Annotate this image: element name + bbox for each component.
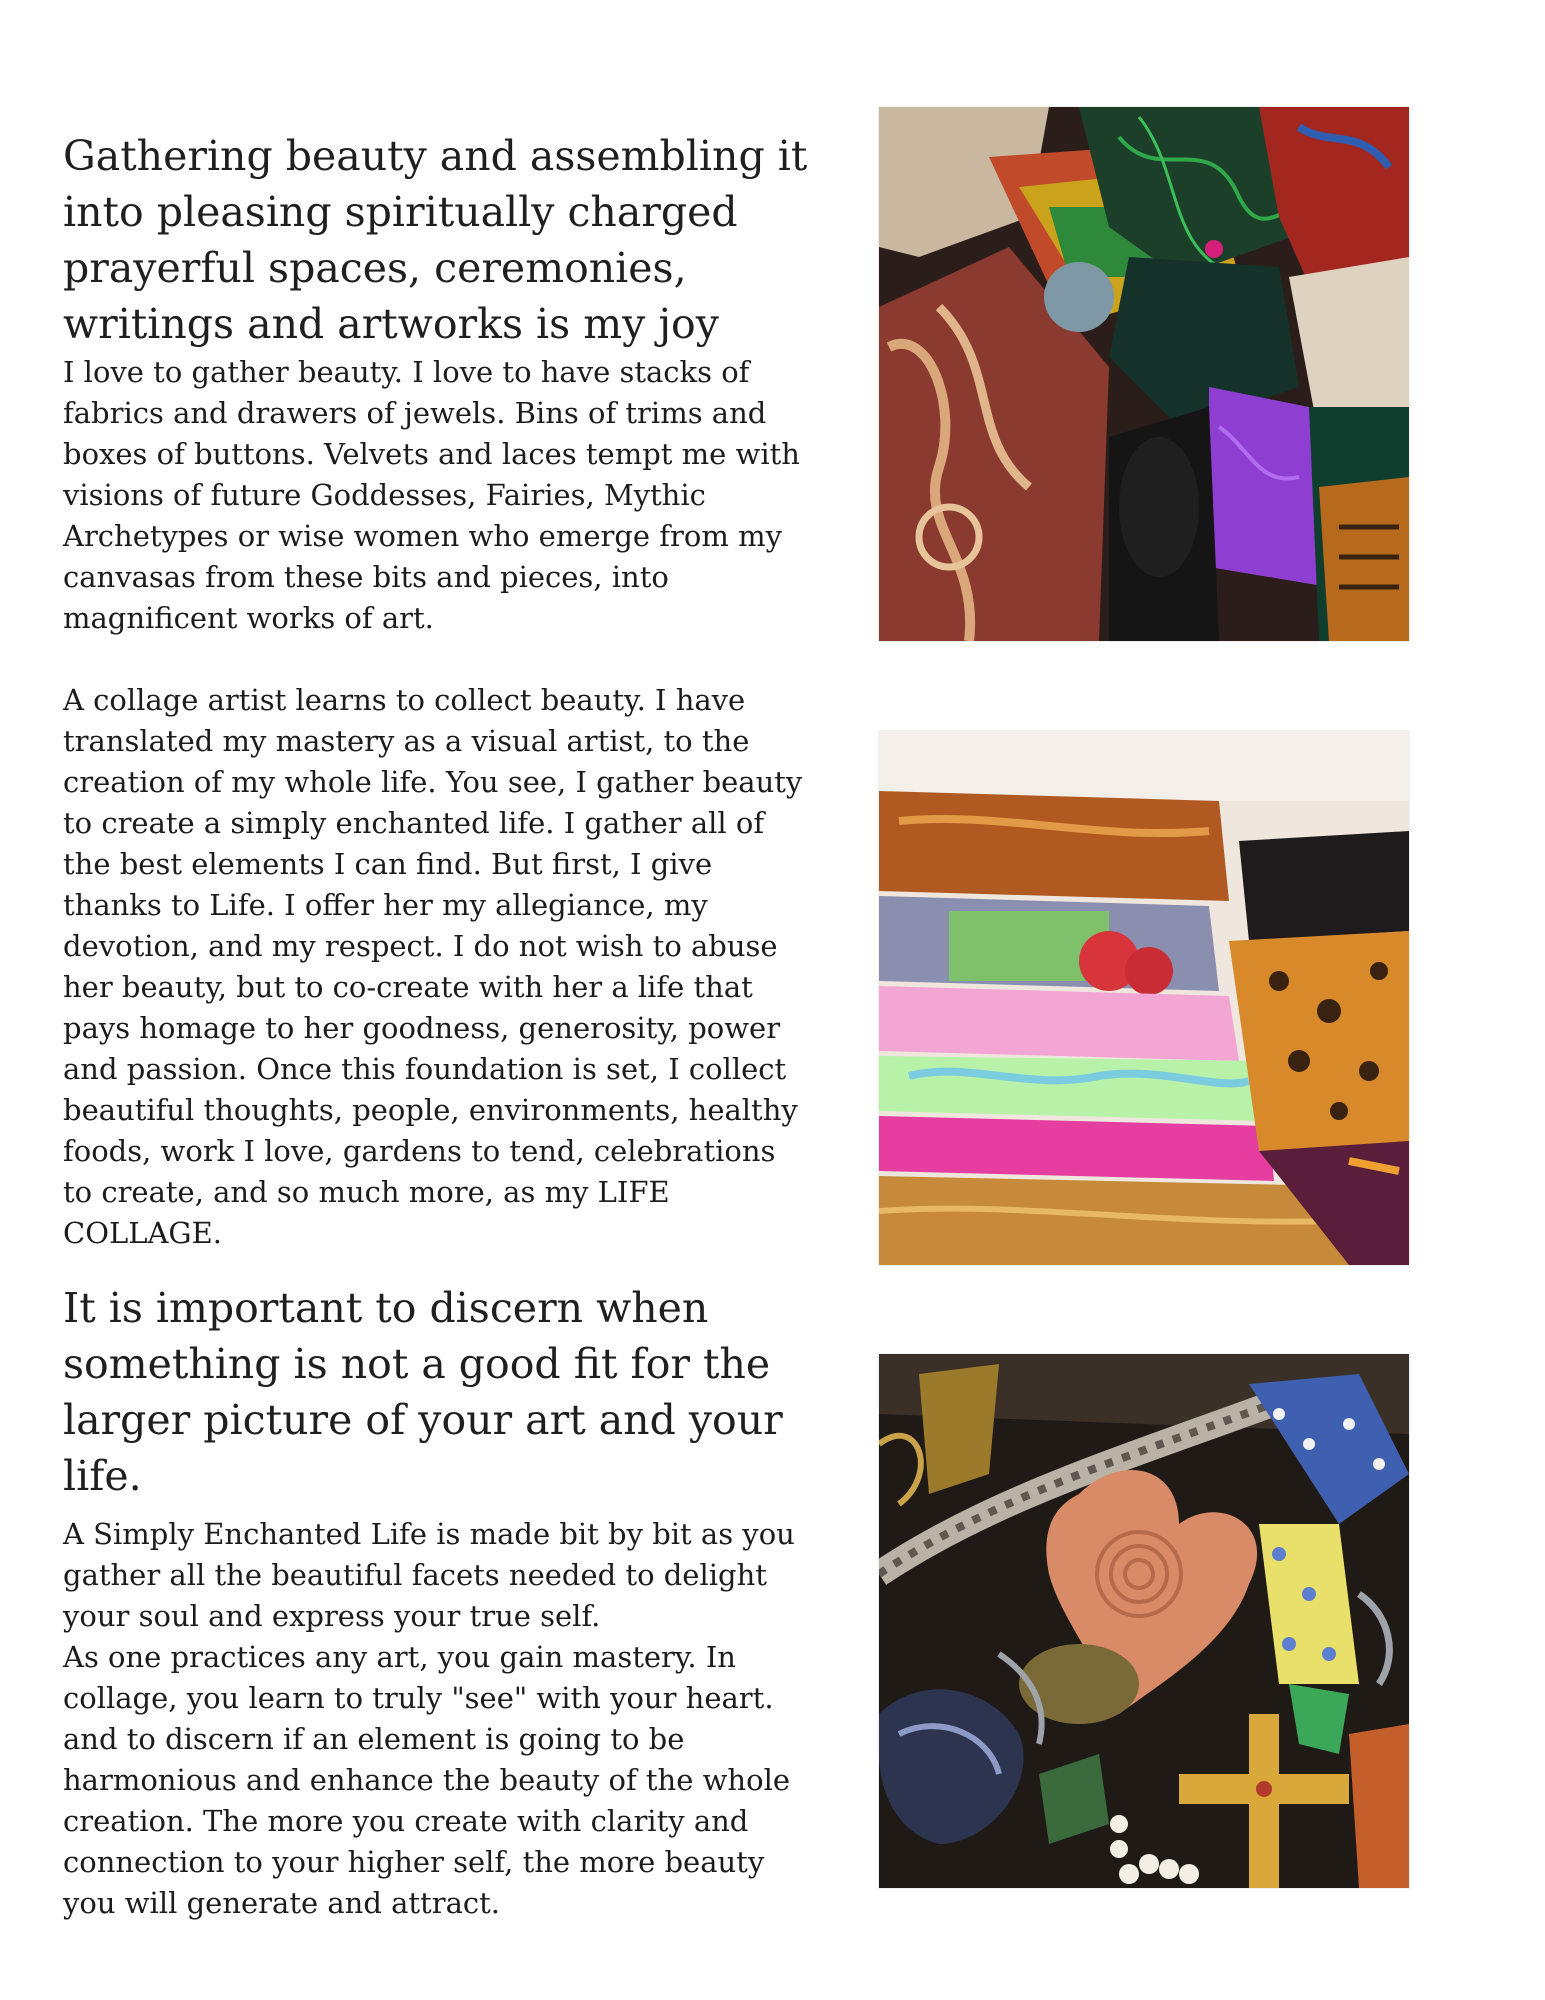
jewelry-pile-illustration: [879, 1354, 1409, 1888]
folded-fabrics-illustration: [879, 731, 1409, 1265]
jewelry-pile-photo: [879, 1354, 1409, 1888]
paragraph-spacer: [63, 639, 813, 680]
paragraph-collage-artist: A collage artist learns to collect beauty. I have translated my mastery as a visual artist, to the creation of my whole life. You see, I gather beauty to create a simply enchanted life. I gather all of the best elements I can find. But first, I give thanks to Life. I offer her my allegiance, my devotion, and my respect. I do not wish to abuse her beauty, but to co-create with her a life that pays homage to her goodness, generosity, power and passion. Once this foundation is set, I collect beautiful thoughts, people, environments, healthy foods, work I love, gardens to tend, celebrations to create, and so much more, as my LIFE COLLAGE.: [63, 683, 803, 1250]
folded-fabrics-photo: [879, 731, 1409, 1265]
section-heading-discern: It is important to discern when something is not a good fit for the larger picture of your art and your life.: [63, 1284, 783, 1500]
paragraph-practice-mastery: As one practices any art, you gain mastery. In collage, you learn to truly "see" with your heart. and to discern if an element is going to be harmonious and enhance the beauty of the whole creation. The more you create with clarity and connection to your higher self, the more beauty you will generate and attract.: [63, 1640, 791, 1920]
section-heading-gathering-beauty: Gathering beauty and assembling it into pleasing spiritually charged prayerful spaces, ceremonies, writings and artworks is my joy: [63, 132, 808, 348]
text-column: [63, 128, 813, 1924]
paragraph-enchanted-life: A Simply Enchanted Life is made bit by bit as you gather all the beautiful facets needed to delight your soul and express your true self.: [63, 1517, 795, 1633]
fabric-scraps-photo: [879, 107, 1409, 641]
fabric-scraps-illustration: [879, 107, 1409, 641]
paragraph-love-to-gather: I love to gather beauty. I love to have stacks of fabrics and drawers of jewels. Bins of trims and boxes of buttons. Velvets and laces tempt me with visions of future Goddesses, Fairies, Mythic Archetypes or wise women who emerge from my canvasas from these bits and pieces, into magnificent works of art.: [63, 355, 800, 635]
